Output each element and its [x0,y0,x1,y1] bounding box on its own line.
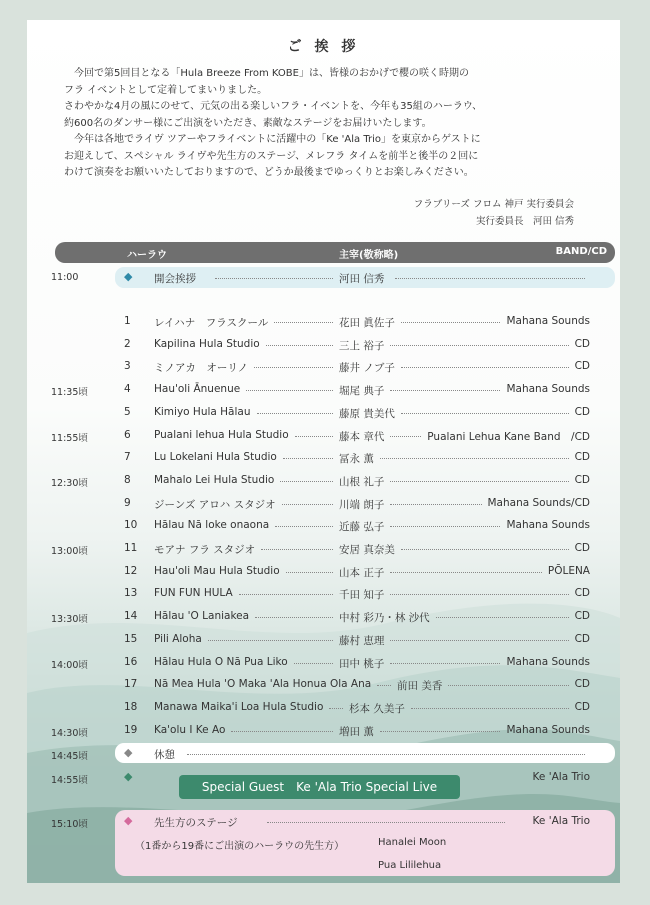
band-cd: Pualani Lehua Kane Band /CD [427,430,590,443]
teacher-name: 近藤 弘子 [339,521,385,534]
leader-dots [295,436,333,437]
special-guest-banner: Special Guest Ke 'Ala Trio Special Live [179,775,460,799]
leader-dots [215,278,333,279]
leader-dots [329,708,343,709]
halau-name: Hau'oli Ānuenue [154,383,241,396]
teacher-name: 藤村 恵理 [339,634,385,647]
break-row [27,743,620,765]
table-row [27,720,620,742]
intro-line: 今年は各地でライヴ ツアーやフライベントに活躍中の「Ke 'Ala Trio」を東京からゲストに [74,134,481,145]
row-number: 18 [124,700,138,713]
table-row [27,311,620,333]
performance-title: Hanalei Moon [378,837,447,848]
page-title: ご 挨 拶 [287,39,360,55]
leader-dots [390,390,500,391]
band-cd: Mahana Sounds [506,383,590,396]
band-cd: Mahana Sounds [506,655,590,668]
row-number: 11 [124,542,138,554]
leader-dots [257,413,333,414]
halau-name: FUN FUN HULA [154,587,233,600]
signature [414,196,574,230]
halau-name: レイハナ フラスクール [154,317,269,329]
halau-name: モアナ フラ スタジオ [154,544,256,556]
halau-name: Mahalo Lei Hula Studio [154,473,275,486]
row-number: 2 [124,337,131,350]
table-row [27,356,620,378]
teacher-name: 藤原 貴美代 [339,407,395,420]
halau-name: ジーンズ アロハ スタジオ [154,498,276,511]
table-row [27,652,620,674]
leader-dots [266,345,333,346]
leader-dots [231,731,333,732]
leader-dots [275,526,333,527]
leader-dots [377,685,391,686]
band-cd: CD [574,405,590,418]
header-teacher: 主宰(敬称略) [339,250,399,261]
row-number: 15 [124,632,138,645]
intro-line: 今回で第5回目となる「Hula Breeze From KOBE」は、皆様のおかげで櫻の咲く時期の [74,68,469,79]
halau-name: ミノアカ オーリノ [154,362,248,375]
teacher-name: 花田 眞佐子 [339,317,395,329]
leader-dots [436,617,569,618]
table-row [27,470,620,492]
opening-person: 河田 信秀 [339,273,385,285]
time-label: 14:00頃 [51,659,88,671]
band-cd: Mahana Sounds [506,519,590,532]
band-cd: CD [574,542,590,554]
time-label: 11:55頃 [51,432,88,444]
halau-name: Nā Mea Hula 'O Maka 'Ala Honua Ola Ana [154,678,372,691]
leader-dots [390,526,500,527]
row-number: 14 [124,610,138,623]
teacher-name: 藤本 章代 [339,430,385,443]
teacher-name: 山本 正子 [339,566,385,579]
leader-dots [411,708,569,709]
diamond-icon: ◆ [124,814,133,827]
leader-dots [390,594,569,595]
teacher-stage-row [27,811,620,833]
signature-org: フラブリーズ フロム 神戸 実行委員会 [413,199,574,210]
time-label: 11:35頃 [51,387,88,399]
leader-dots [254,367,333,368]
leader-dots [274,322,333,323]
leader-dots [208,640,333,641]
halau-name: Hau'oli Mau Hula Studio [154,564,280,577]
opening-label: 開会挨拶 [154,273,196,285]
leader-dots [286,572,333,573]
table-row [27,379,620,401]
header-halau: ハーラウ [127,250,167,261]
row-number: 6 [124,428,131,441]
greeting-text [64,66,594,182]
band-cd: Mahana Sounds [506,723,590,736]
leader-dots [448,685,569,686]
signature-chair: 実行委員長 河田 信秀 [475,216,574,227]
teacher-name: 増田 薫 [339,725,374,738]
intro-line: さわやかな4月の風にのせて、元気の出る楽しいフラ・イベントを、今年も35組のハーラウ、 [64,101,483,112]
leader-dots [390,481,569,482]
band-cd: PŌLENA [547,564,590,577]
opening-row [27,267,620,289]
leader-dots [395,278,585,279]
time-label: 12:30頃 [51,477,88,489]
teacher-stage-band: Ke 'Ala Trio [532,815,590,827]
teacher-name: 山根 礼子 [339,475,385,488]
leader-dots [401,322,500,323]
row-number: 9 [124,496,131,509]
band-cd: CD [574,473,590,486]
band-cd: CD [574,451,590,464]
leader-dots [390,436,421,437]
table-row [27,334,620,356]
halau-name: Ka'olu I Ke Ao [154,723,226,736]
leader-dots [282,504,333,505]
leader-dots [239,594,333,595]
leader-dots [390,640,569,641]
band-cd: CD [574,632,590,645]
teacher-stage-label: 先生方のステージ [154,817,238,829]
time-label: 14:45頃 [51,751,88,762]
leader-dots [401,367,569,368]
leader-dots [390,345,569,346]
leader-dots [267,822,505,823]
diamond-icon: ◆ [124,270,133,283]
halau-name: Kimiyo Hula Hālau [154,405,251,418]
time-label: 13:00頃 [51,546,88,557]
leader-dots [294,663,333,664]
leader-dots [401,413,569,414]
time-label: 14:30頃 [51,727,88,739]
leader-dots [380,458,569,459]
band-cd: Mahana Sounds/CD [487,496,590,509]
halau-name: Kapilina Hula Studio [154,337,260,350]
intro-line: わけて演奏をお願いいたしておりますので、どうか最後までゆっくりとお楽しみください。 [64,167,474,178]
table-row [27,583,620,605]
row-number: 12 [124,564,138,577]
row-number: 19 [124,723,138,736]
teacher-name: 藤井 ノブ子 [339,362,395,375]
halau-name: Pili Aloha [154,632,202,645]
leader-dots [246,390,333,391]
row-number: 13 [124,587,138,600]
diamond-icon: ◆ [124,746,133,759]
teacher-name: 千田 知子 [339,589,385,602]
leader-dots [390,663,500,664]
break-label: 休憩 [154,749,175,761]
teacher-name: 冨永 薫 [339,453,374,466]
band-cd: Mahana Sounds [506,315,590,327]
row-number: 1 [124,315,131,327]
halau-name: Hālau Hula O Nā Pua Liko [154,655,288,668]
leader-dots [187,754,585,755]
program-sheet [27,20,620,883]
table-row [27,425,620,447]
halau-name: Manawa Maika'i Loa Hula Studio [154,700,324,713]
table-row [27,402,620,424]
time-label: 13:30頃 [51,614,88,626]
band-cd: CD [574,587,590,600]
diamond-icon: ◆ [124,770,133,783]
band-cd: CD [574,700,590,713]
teacher-name: 中村 彩乃・林 沙代 [339,612,430,625]
band-cd: CD [574,360,590,373]
time-label: 15:10頃 [51,819,88,830]
halau-name: Hālau Nā loke onaona [154,519,270,532]
leader-dots [401,549,569,550]
guest-band: Ke 'Ala Trio [532,771,590,783]
leader-dots [390,572,542,573]
time-label: 14:55頃 [51,775,88,786]
teacher-name: 堀尾 典子 [339,385,385,398]
table-row [27,447,620,469]
table-row [27,493,620,515]
row-number: 7 [124,451,131,464]
halau-name: Lu Lokelani Hula Studio [154,451,277,464]
table-row [27,561,620,583]
teacher-name: 前田 美香 [397,680,443,693]
table-row [27,629,620,651]
time-label: 11:00 [51,272,79,283]
teacher-name: 川端 朗子 [339,498,385,511]
leader-dots [280,481,333,482]
teacher-name: 三上 裕子 [339,339,385,352]
table-row [27,538,620,560]
leader-dots [390,504,482,505]
teacher-stage-note: （1番から19番にご出演のハーラウの先生方） [135,841,345,852]
band-cd: CD [574,610,590,623]
intro-line: お迎えして、スペシャル ライヴや先生方のステージ、メレフラ タイムを前半と後半の２回に [64,150,479,162]
teacher-name: 田中 桃子 [339,657,385,670]
row-number: 4 [124,383,131,396]
table-row [27,515,620,537]
row-number: 16 [124,655,138,668]
intro-line: 約600名のダンサー様にご出演をいただき、素敵なステージをお届けいたします。 [64,117,432,129]
leader-dots [255,617,333,618]
header-band: BAND/CD [555,246,607,257]
leader-dots [283,458,333,459]
performance-title: Pua Lililehua [378,860,442,871]
halau-name: Pualani lehua Hula Studio [154,428,289,441]
row-number: 10 [124,519,138,532]
band-cd: CD [574,337,590,350]
teacher-name: 杉本 久美子 [349,702,405,715]
band-cd: CD [574,678,590,691]
row-number: 5 [124,405,131,418]
halau-name: Hālau 'O Laniakea [154,610,250,623]
table-row [27,674,620,696]
leader-dots [380,731,500,732]
table-row [27,697,620,719]
teacher-name: 安居 真奈美 [339,544,395,556]
row-number: 17 [124,678,138,691]
row-number: 3 [124,360,131,373]
row-number: 8 [124,473,131,486]
intro-line: フラ イベントとして定着してまいりました。 [64,84,268,96]
table-row [27,606,620,628]
table-header [55,242,615,263]
leader-dots [261,549,333,550]
